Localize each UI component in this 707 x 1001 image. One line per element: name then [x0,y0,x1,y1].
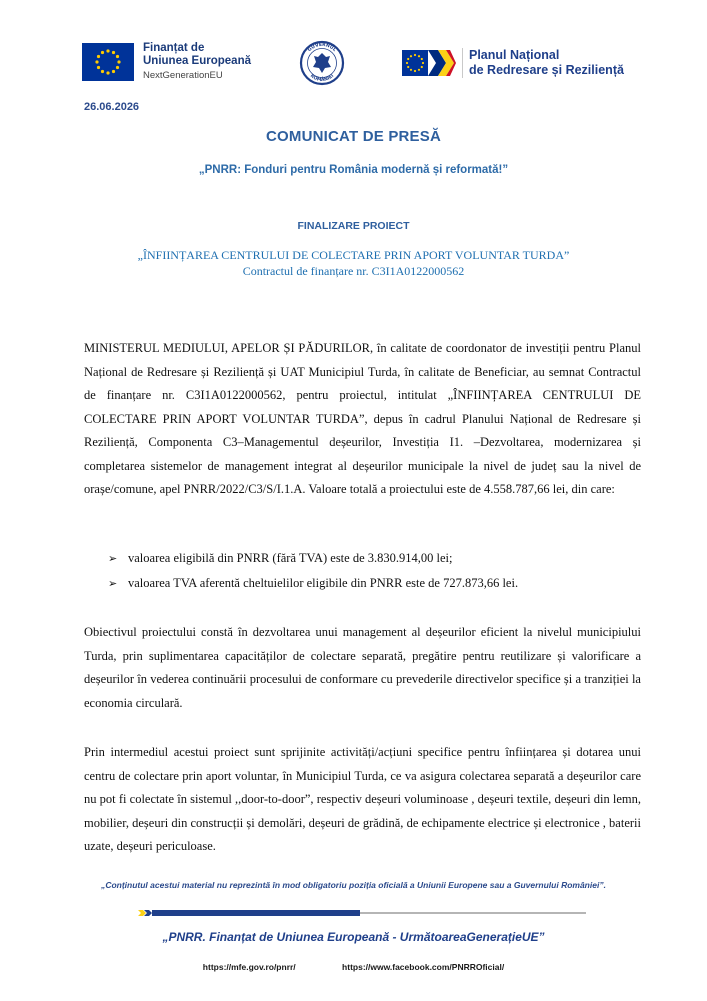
footer-divider [138,910,586,916]
list-item [108,571,648,596]
paragraph-activities: Prin intermediul acestui proiect sunt sprijinite activități/acțiuni specifice pentru înființarea și dotarea unui centru de colectare prin aport voluntar, în Municipiul Turda, ce va asigura colectarea separată a deșeurilor care nu pot fi colectate în sistemul ,,door-to-door”, respectiv deșeuri voluminoase , deșeuri textile, deșeuri din lemn, mobilier, deșeuri din construcții și demolări, deșeuri de grădină, de echipamente electrice și electronice , baterii uzate, deșeuri periculoase. [84,745,641,853]
list-item-text: valoarea eligibilă din PNRR (fără TVA) este de 3.830.914,00 lei; [128,551,453,565]
funding-list [108,546,648,596]
link-facebook[interactable]: https://www.facebook.com/PNRROficial/ [342,962,505,972]
paragraph-objective: Obiectivul proiectului constă în dezvoltarea unui management al deșeurilor eficient la nivelul municipiului Turda, prin suplimentarea capacităților de colectare separată, pregătire pentru reutilizare și valorificare a deșeurilor în vederea continuării procesului de conformare cu prevederile directivelor specifice și a tranziției la economia circulară. [84,625,641,710]
arrow-bullet-icon: ➢ [108,577,118,590]
pnrr-logo-line1: Planul Național [469,48,560,62]
list-item-text: valoarea TVA aferentă cheltuielilor eligibile din PNRR este de 727.873,66 lei. [128,576,519,590]
gov-seal-text-top: GUVERNUL [307,42,337,54]
page-subtitle: „PNRR: Fonduri pentru România modernă și reformată!” [198,164,509,176]
paragraph-intro: MINISTERUL MEDIULUI, APELOR ȘI PĂDURILOR, în calitate de coordonator de investiții pentru Planul Național de Redresare și Reziliență și UAT Municipiul Turda, în calitate de Beneficiar, au semnat Contractul de finanțare nr. C3I1A0122000562, pentru proiectul, intitulat „ÎNFIINȚAREA CENTRULUI DE COLECTARE PRIN APORT VOLUNTAR TURDA”, depus în cadrul Planului Național de Redresare și Reziliență, Componenta C3–Managementul deșeurilor, Investiția I1. –Dezvoltarea, modernizarea și completarea sistemelor de management integrat al deșeurilor municipale la nivel de județ sau la nivel de orașe/comune, apel PNRR/2022/C3/S/I.1.A. Valoare totală a proiectului este de 4.558.787,66 lei, din care: [84,341,641,496]
eu-logo [82,42,251,82]
project-contract: Contractul de finanțare nr. C3I1A0122000562 [242,264,465,278]
eu-logo-line1: Finanțat de [143,42,205,54]
gov-seal-text-bottom: ROMÂNIEI [308,73,336,84]
eu-logo-line3: NextGenerationEU [143,70,223,81]
press-release-date: 26.06.2026 [84,101,140,113]
pnrr-logo [402,46,624,80]
footer-links [0,962,707,972]
flag-stripe-icon [138,910,152,916]
pnrr-logo-line2: de Redresare și Reziliență [469,63,624,77]
project-heading [0,247,707,279]
footer-disclaimer: „Conținutul acestui material nu reprezintă în mod obligatoriu poziția oficială a Uniunii Europene sau a Guvernului României”. [101,880,606,890]
arrow-bullet-icon: ➢ [108,552,118,565]
eu-logo-line2: Uniunea Europeană [143,55,251,67]
footer-slogan: „PNRR. Finanțat de Uniunea Europeană - UrmătoareaGenerațieUE” [162,930,545,944]
page-title: COMUNICAT DE PRESĂ [266,128,441,145]
list-item [108,546,648,571]
project-name: „ÎNFIINȚAREA CENTRULUI DE COLECTARE PRIN APORT VOLUNTAR TURDA” [137,248,570,262]
project-status: FINALIZARE PROIECT [297,220,410,232]
eu-flag-icon [82,43,134,81]
link-mfe[interactable]: https://mfe.gov.ro/pnrr/ [202,962,296,972]
government-seal-icon [296,40,348,86]
pnrr-logo-icon [402,46,456,80]
